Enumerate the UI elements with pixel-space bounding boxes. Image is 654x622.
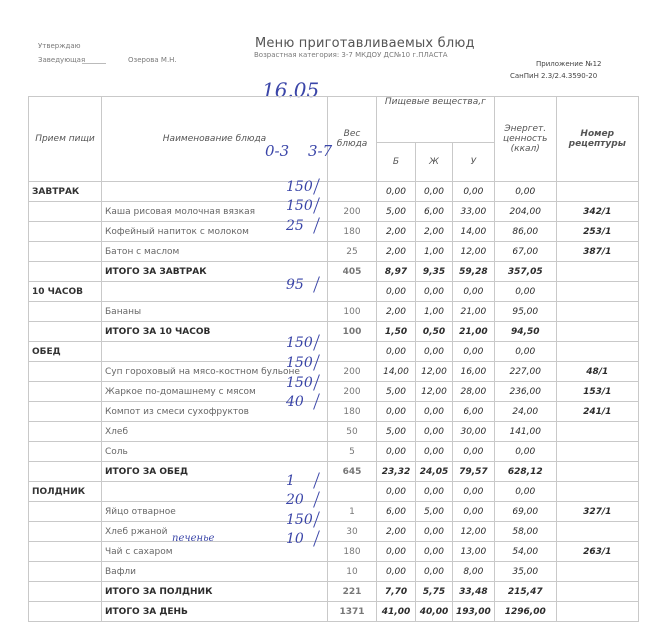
handwritten-portion: 150 bbox=[286, 198, 313, 215]
carb-cell: 33,00 bbox=[453, 202, 495, 222]
energy-cell: 35,00 bbox=[494, 562, 556, 582]
protein-cell: 0,00 bbox=[377, 182, 416, 202]
protein-cell: 0,00 bbox=[377, 342, 416, 362]
energy-cell: 0,00 bbox=[494, 342, 556, 362]
table-row bbox=[29, 402, 639, 422]
fat-cell: 5,75 bbox=[416, 582, 453, 602]
table-row bbox=[29, 522, 639, 542]
protein-cell: 14,00 bbox=[377, 362, 416, 382]
recipe-cell bbox=[556, 482, 638, 502]
recipe-cell bbox=[556, 182, 638, 202]
col-dish: Наименование блюда bbox=[102, 97, 328, 182]
recipe-cell: 327/1 bbox=[556, 502, 638, 522]
fat-cell: 6,00 bbox=[416, 202, 453, 222]
weight-cell: 100 bbox=[328, 322, 377, 342]
carb-cell: 0,00 bbox=[453, 502, 495, 522]
meal-cell bbox=[29, 562, 102, 582]
meal-cell bbox=[29, 602, 102, 622]
col-meal: Прием пищи bbox=[29, 97, 102, 182]
weight-cell: 25 bbox=[328, 242, 377, 262]
carb-cell: 33,48 bbox=[453, 582, 495, 602]
protein-cell: 0,00 bbox=[377, 282, 416, 302]
col-energy: Энергет. ценность (ккал) bbox=[494, 97, 556, 182]
carb-cell: 30,00 bbox=[453, 422, 495, 442]
weight-cell bbox=[328, 342, 377, 362]
dish-cell: ИТОГО ЗА ПОЛДНИК bbox=[102, 582, 328, 602]
col-zh: Ж bbox=[416, 143, 453, 182]
recipe-cell: 153/1 bbox=[556, 382, 638, 402]
handwritten-portion: 150 bbox=[286, 335, 313, 352]
weight-cell: 405 bbox=[328, 262, 377, 282]
weight-cell: 100 bbox=[328, 302, 377, 322]
table-row bbox=[29, 202, 639, 222]
energy-cell: 0,00 bbox=[494, 442, 556, 462]
table-row bbox=[29, 422, 639, 442]
energy-cell: 86,00 bbox=[494, 222, 556, 242]
carb-cell: 0,00 bbox=[453, 442, 495, 462]
recipe-cell bbox=[556, 522, 638, 542]
section-row bbox=[29, 482, 639, 502]
fat-cell: 40,00 bbox=[416, 602, 453, 622]
approve-label: Утверждаю bbox=[38, 42, 81, 50]
meal-cell bbox=[29, 582, 102, 602]
total-row bbox=[29, 262, 639, 282]
total-row bbox=[29, 602, 639, 622]
meal-cell bbox=[29, 502, 102, 522]
protein-cell: 41,00 bbox=[377, 602, 416, 622]
fat-cell: 0,50 bbox=[416, 322, 453, 342]
table-row bbox=[29, 302, 639, 322]
col-nutrients: Пищевые вещества,г bbox=[377, 97, 495, 143]
dish-cell: ИТОГО ЗА 10 ЧАСОВ bbox=[102, 322, 328, 342]
handwritten-portion: 10 bbox=[286, 531, 304, 548]
recipe-cell: 241/1 bbox=[556, 402, 638, 422]
total-row bbox=[29, 582, 639, 602]
weight-cell: 30 bbox=[328, 522, 377, 542]
weight-cell bbox=[328, 282, 377, 302]
table-row bbox=[29, 502, 639, 522]
fat-cell: 0,00 bbox=[416, 282, 453, 302]
fat-cell: 0,00 bbox=[416, 402, 453, 422]
dish-cell: Компот из смеси сухофруктов bbox=[102, 402, 328, 422]
protein-cell: 0,00 bbox=[377, 562, 416, 582]
protein-cell: 7,70 bbox=[377, 582, 416, 602]
weight-cell: 200 bbox=[328, 362, 377, 382]
fat-cell: 0,00 bbox=[416, 442, 453, 462]
dish-cell: ИТОГО ЗА ДЕНЬ bbox=[102, 602, 328, 622]
meal-cell bbox=[29, 262, 102, 282]
page-subtitle: Возрастная категория: 3-7 МКДОУ ДС№10 г.ПЛАСТА bbox=[254, 51, 448, 59]
carb-cell: 79,57 bbox=[453, 462, 495, 482]
fat-cell: 24,05 bbox=[416, 462, 453, 482]
meal-cell: ПОЛДНИК bbox=[29, 482, 102, 502]
handwritten-portion: 150 bbox=[286, 178, 313, 195]
meal-cell bbox=[29, 322, 102, 342]
weight-cell: 1 bbox=[328, 502, 377, 522]
col-u: У bbox=[453, 143, 495, 182]
page-title: Меню приготавливаемых блюд bbox=[255, 36, 475, 51]
carb-cell: 12,00 bbox=[453, 242, 495, 262]
recipe-cell bbox=[556, 582, 638, 602]
dish-cell: Бананы bbox=[102, 302, 328, 322]
energy-cell: 0,00 bbox=[494, 182, 556, 202]
carb-cell: 0,00 bbox=[453, 282, 495, 302]
col-b: Б bbox=[377, 143, 416, 182]
section-row bbox=[29, 282, 639, 302]
recipe-cell bbox=[556, 322, 638, 342]
carb-cell: 0,00 bbox=[453, 342, 495, 362]
dish-cell: Суп гороховый на мясо-костном бульоне bbox=[102, 362, 328, 382]
weight-cell: 180 bbox=[328, 402, 377, 422]
table-row bbox=[29, 362, 639, 382]
weight-cell: 200 bbox=[328, 382, 377, 402]
protein-cell: 1,50 bbox=[377, 322, 416, 342]
dish-cell: ИТОГО ЗА ЗАВТРАК bbox=[102, 262, 328, 282]
recipe-cell bbox=[556, 602, 638, 622]
meal-cell bbox=[29, 202, 102, 222]
energy-cell: 94,50 bbox=[494, 322, 556, 342]
fat-cell: 9,35 bbox=[416, 262, 453, 282]
weight-cell: 180 bbox=[328, 222, 377, 242]
energy-cell: 1296,00 bbox=[494, 602, 556, 622]
protein-cell: 2,00 bbox=[377, 242, 416, 262]
weight-cell: 200 bbox=[328, 202, 377, 222]
energy-cell: 58,00 bbox=[494, 522, 556, 542]
dish-cell: Вафли bbox=[102, 562, 328, 582]
dish-cell: Каша рисовая молочная вязкая bbox=[102, 202, 328, 222]
carb-cell: 16,00 bbox=[453, 362, 495, 382]
recipe-cell bbox=[556, 282, 638, 302]
energy-cell: 24,00 bbox=[494, 402, 556, 422]
protein-cell: 0,00 bbox=[377, 542, 416, 562]
dish-cell: Батон с маслом bbox=[102, 242, 328, 262]
energy-cell: 0,00 bbox=[494, 282, 556, 302]
col-recipe: Номер рецептуры bbox=[556, 97, 638, 182]
meal-cell bbox=[29, 382, 102, 402]
carb-cell: 8,00 bbox=[453, 562, 495, 582]
appendix-label: Приложение №12 bbox=[536, 60, 602, 68]
recipe-cell bbox=[556, 422, 638, 442]
carb-cell: 28,00 bbox=[453, 382, 495, 402]
energy-cell: 227,00 bbox=[494, 362, 556, 382]
recipe-cell: 387/1 bbox=[556, 242, 638, 262]
weight-cell bbox=[328, 182, 377, 202]
carb-cell: 13,00 bbox=[453, 542, 495, 562]
meal-cell bbox=[29, 302, 102, 322]
weight-cell: 180 bbox=[328, 542, 377, 562]
handwritten-age-2: 3-7 bbox=[308, 142, 333, 160]
meal-cell bbox=[29, 462, 102, 482]
protein-cell: 2,00 bbox=[377, 302, 416, 322]
protein-cell: 23,32 bbox=[377, 462, 416, 482]
table-row bbox=[29, 242, 639, 262]
recipe-cell bbox=[556, 342, 638, 362]
meal-cell: 10 ЧАСОВ bbox=[29, 282, 102, 302]
handwritten-age-1: 0-3 bbox=[265, 142, 290, 160]
meal-cell bbox=[29, 242, 102, 262]
fat-cell: 0,00 bbox=[416, 562, 453, 582]
fat-cell: 0,00 bbox=[416, 342, 453, 362]
meal-cell bbox=[29, 362, 102, 382]
table-row bbox=[29, 382, 639, 402]
protein-cell: 5,00 bbox=[377, 382, 416, 402]
energy-cell: 0,00 bbox=[494, 482, 556, 502]
fat-cell: 1,00 bbox=[416, 242, 453, 262]
energy-cell: 95,00 bbox=[494, 302, 556, 322]
recipe-cell: 263/1 bbox=[556, 542, 638, 562]
meal-cell bbox=[29, 542, 102, 562]
handwritten-portion: 40 bbox=[286, 394, 304, 411]
handwritten-portion: 150 bbox=[286, 355, 313, 371]
carb-cell: 6,00 bbox=[453, 402, 495, 422]
recipe-cell: 48/1 bbox=[556, 362, 638, 382]
weight-cell: 221 bbox=[328, 582, 377, 602]
protein-cell: 2,00 bbox=[377, 222, 416, 242]
recipe-cell bbox=[556, 302, 638, 322]
protein-cell: 2,00 bbox=[377, 522, 416, 542]
meal-cell bbox=[29, 222, 102, 242]
recipe-cell bbox=[556, 262, 638, 282]
section-row bbox=[29, 182, 639, 202]
fat-cell: 2,00 bbox=[416, 222, 453, 242]
energy-cell: 215,47 bbox=[494, 582, 556, 602]
total-row bbox=[29, 462, 639, 482]
weight-cell: 645 bbox=[328, 462, 377, 482]
meal-cell bbox=[29, 442, 102, 462]
carb-cell: 193,00 bbox=[453, 602, 495, 622]
meal-cell: ЗАВТРАК bbox=[29, 182, 102, 202]
energy-cell: 141,00 bbox=[494, 422, 556, 442]
protein-cell: 8,97 bbox=[377, 262, 416, 282]
energy-cell: 54,00 bbox=[494, 542, 556, 562]
carb-cell: 21,00 bbox=[453, 302, 495, 322]
protein-cell: 0,00 bbox=[377, 442, 416, 462]
handwritten-date: 16.05 bbox=[262, 78, 320, 102]
weight-cell bbox=[328, 482, 377, 502]
meal-cell bbox=[29, 422, 102, 442]
table-row bbox=[29, 442, 639, 462]
energy-cell: 204,00 bbox=[494, 202, 556, 222]
energy-cell: 357,05 bbox=[494, 262, 556, 282]
handwritten-note: печенье bbox=[172, 533, 215, 545]
carb-cell: 12,00 bbox=[453, 522, 495, 542]
recipe-cell bbox=[556, 442, 638, 462]
handwritten-portion: 150 bbox=[286, 374, 313, 391]
carb-cell: 0,00 bbox=[453, 182, 495, 202]
protein-cell: 0,00 bbox=[377, 402, 416, 422]
carb-cell: 14,00 bbox=[453, 222, 495, 242]
protein-cell: 0,00 bbox=[377, 482, 416, 502]
dish-cell: Соль bbox=[102, 442, 328, 462]
table-row bbox=[29, 222, 639, 242]
manager-name: Озерова М.Н. bbox=[128, 56, 177, 64]
section-row bbox=[29, 342, 639, 362]
carb-cell: 21,00 bbox=[453, 322, 495, 342]
signature-line bbox=[82, 63, 106, 64]
carb-cell: 59,28 bbox=[453, 262, 495, 282]
energy-cell: 67,00 bbox=[494, 242, 556, 262]
handwritten-portion: 95 bbox=[286, 276, 304, 293]
menu-table bbox=[28, 96, 639, 622]
manager-label: Заведующая bbox=[38, 56, 86, 64]
fat-cell: 1,00 bbox=[416, 302, 453, 322]
col-weight: Вес блюда bbox=[328, 97, 377, 182]
protein-cell: 5,00 bbox=[377, 202, 416, 222]
dish-cell: Хлеб bbox=[102, 422, 328, 442]
fat-cell: 5,00 bbox=[416, 502, 453, 522]
fat-cell: 12,00 bbox=[416, 382, 453, 402]
weight-cell: 5 bbox=[328, 442, 377, 462]
fat-cell: 0,00 bbox=[416, 182, 453, 202]
protein-cell: 6,00 bbox=[377, 502, 416, 522]
dish-cell: ИТОГО ЗА ОБЕД bbox=[102, 462, 328, 482]
energy-cell: 628,12 bbox=[494, 462, 556, 482]
protein-cell: 5,00 bbox=[377, 422, 416, 442]
carb-cell: 0,00 bbox=[453, 482, 495, 502]
table-row bbox=[29, 542, 639, 562]
dish-cell: Жаркое по-домашнему с мясом bbox=[102, 382, 328, 402]
dish-cell: Хлеб ржаной bbox=[102, 522, 328, 542]
table-row bbox=[29, 562, 639, 582]
meal-cell bbox=[29, 522, 102, 542]
weight-cell: 10 bbox=[328, 562, 377, 582]
energy-cell: 69,00 bbox=[494, 502, 556, 522]
weight-cell: 1371 bbox=[328, 602, 377, 622]
handwritten-portion: 1 bbox=[286, 472, 295, 489]
meal-cell: ОБЕД bbox=[29, 342, 102, 362]
dish-cell: Кофейный напиток с молоком bbox=[102, 222, 328, 242]
sanpin-label: СанПиН 2.3/2.4.3590-20 bbox=[510, 72, 598, 80]
fat-cell: 0,00 bbox=[416, 522, 453, 542]
handwritten-portion: 20 bbox=[286, 492, 304, 509]
energy-cell: 236,00 bbox=[494, 382, 556, 402]
recipe-cell bbox=[556, 562, 638, 582]
fat-cell: 0,00 bbox=[416, 422, 453, 442]
recipe-cell: 342/1 bbox=[556, 202, 638, 222]
weight-cell: 50 bbox=[328, 422, 377, 442]
meal-cell bbox=[29, 402, 102, 422]
handwritten-portion: 150 bbox=[286, 511, 313, 528]
fat-cell: 0,00 bbox=[416, 542, 453, 562]
dish-cell: Яйцо отварное bbox=[102, 502, 328, 522]
total-row bbox=[29, 322, 639, 342]
recipe-cell bbox=[556, 462, 638, 482]
fat-cell: 12,00 bbox=[416, 362, 453, 382]
fat-cell: 0,00 bbox=[416, 482, 453, 502]
handwritten-portion: 25 bbox=[286, 217, 304, 234]
dish-cell: Чай с сахаром bbox=[102, 542, 328, 562]
recipe-cell: 253/1 bbox=[556, 222, 638, 242]
